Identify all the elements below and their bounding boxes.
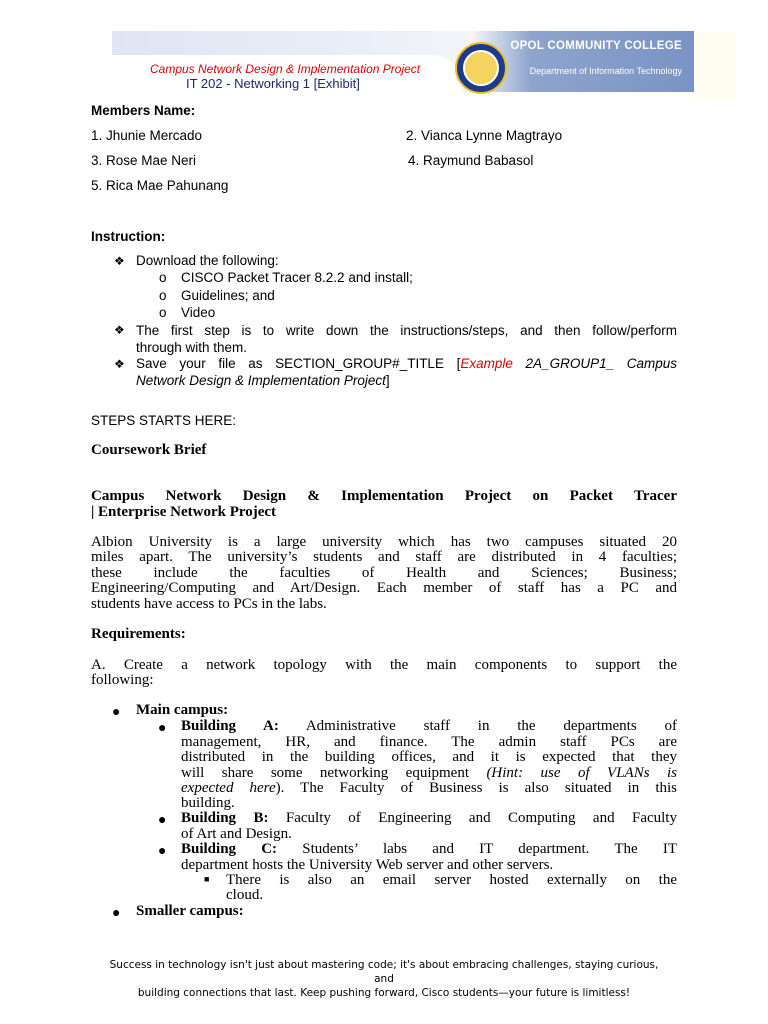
footer-quote xyxy=(100,958,668,1000)
diamond-bullet-icon: ❖ xyxy=(114,357,125,371)
header-project-title: Campus Network Design & Implementation Project xyxy=(150,62,421,76)
building-a-line: management, HR, and finance. The admin staff PCs are xyxy=(181,734,677,750)
paragraph-line: Albion University is a large university which has two campuses situated 20 xyxy=(91,534,677,550)
requirement-a: A. Create a network topology with the main components to support the xyxy=(91,657,677,673)
header-corner-block xyxy=(694,33,736,99)
example-label: Example xyxy=(460,356,513,371)
building-a-line: building. xyxy=(181,795,235,811)
email-server-note: There is also an email server hosted externally on the xyxy=(226,872,677,888)
save-file-prefix: Save your file as SECTION_GROUP#_TITLE [ xyxy=(136,356,461,371)
sub-bullet-icon: o xyxy=(159,288,167,303)
member-item: 2. Vianca Lynne Magtrayo xyxy=(406,128,563,143)
building-a-desc: Administrative staff in the departments of xyxy=(278,718,677,734)
member-item: 1. Jhunie Mercado xyxy=(91,128,203,143)
vlan-hint: (Hint: use of VLANs is xyxy=(486,765,677,781)
instruction-subitem: Video xyxy=(181,305,216,320)
building-c-label: Building C: xyxy=(181,841,278,857)
instruction-item-continued: through with them. xyxy=(136,340,248,355)
building-b-text xyxy=(181,810,677,827)
members-title: Members Name: xyxy=(91,103,196,118)
sub-bullet-icon: o xyxy=(159,270,167,285)
member-item: 5. Rica Mae Pahunang xyxy=(91,178,229,193)
example-filename: 2A_GROUP1_ Campus xyxy=(512,356,678,371)
square-bullet-icon: ■ xyxy=(204,874,210,884)
paragraph-line: Engineering/Computing and Art/Design. Each member of staff has a PC and xyxy=(91,580,677,596)
bullet-icon: ● xyxy=(112,904,121,920)
closing-bracket: ] xyxy=(385,373,390,388)
instruction-title: Instruction: xyxy=(91,229,166,244)
paragraph-line: miles apart. The university’s students and staff are distributed in 4 faculties; xyxy=(91,549,677,565)
email-server-note-continued: cloud. xyxy=(226,887,264,903)
footer-line: Success in technology isn't just about mastering code; it's about embracing challenges, staying curious, and xyxy=(109,959,659,985)
requirements-title: Requirements: xyxy=(91,626,186,642)
member-item: 4. Raymund Babasol xyxy=(408,153,534,168)
instruction-item: The first step is to write down the instructions/steps, and then follow/perform xyxy=(136,323,677,338)
project-title: Campus Network Design & Implementation Project on Packet Tracer xyxy=(91,488,677,504)
bullet-icon: ● xyxy=(158,811,167,827)
school-name: OPOL COMMUNITY COLLEGE xyxy=(510,40,682,52)
instruction-item: Download the following: xyxy=(136,253,279,268)
smaller-campus-label: Smaller campus: xyxy=(136,903,244,919)
instruction-item xyxy=(136,356,677,371)
building-a-label: Building A: xyxy=(181,718,279,734)
building-c-desc: Students’ labs and IT department. The IT xyxy=(277,841,677,857)
building-a-text xyxy=(181,718,677,735)
steps-label: STEPS STARTS HERE: xyxy=(91,413,237,428)
instruction-subitem: CISCO Packet Tracer 8.2.2 and install; xyxy=(181,270,413,285)
building-c-text xyxy=(181,841,677,858)
building-a-line: distributed in the building offices, and it is expected that they xyxy=(181,749,677,765)
project-title-continued: | Enterprise Network Project xyxy=(91,504,277,520)
building-b-line: of Art and Design. xyxy=(181,826,292,842)
building-a-business: ). The Faculty of Business is also situated in this xyxy=(275,780,677,796)
building-c-line: department hosts the University Web server and other servers. xyxy=(181,857,554,873)
building-a-plain: will share some networking equipment xyxy=(181,765,469,781)
vlan-hint-continued: expected here xyxy=(181,780,276,796)
footer-line: building connections that last. Keep pushing forward, Cisco students—your future is limitless! xyxy=(137,987,631,999)
requirement-a-continued: following: xyxy=(91,672,154,688)
building-b-label: Building B: xyxy=(181,810,269,826)
paragraph-line: these include the faculties of Health and Sciences; Business; xyxy=(91,565,677,581)
instruction-subitem: Guidelines; and xyxy=(181,288,275,303)
main-campus-label: Main campus: xyxy=(136,702,229,718)
college-seal-inner xyxy=(463,50,499,86)
building-a-line xyxy=(181,780,677,797)
sub-bullet-icon: o xyxy=(159,305,167,320)
bullet-icon: ● xyxy=(158,842,167,858)
coursework-title: Coursework Brief xyxy=(91,442,207,458)
bullet-icon: ● xyxy=(158,719,167,735)
diamond-bullet-icon: ❖ xyxy=(114,254,125,268)
bullet-icon: ● xyxy=(112,703,121,719)
instruction-item-continued xyxy=(136,373,390,388)
example-filename-continued: Network Design & Implementation Project xyxy=(136,373,386,388)
diamond-bullet-icon: ❖ xyxy=(114,323,125,337)
building-b-desc: Faculty of Engineering and Computing and Faculty xyxy=(268,810,677,826)
paragraph-line: students have access to PCs in the labs. xyxy=(91,596,327,612)
header-course: IT 202 - Networking 1 [Exhibit] xyxy=(186,76,360,91)
department-name: Department of Information Technology xyxy=(529,66,682,76)
member-item: 3. Rose Mae Neri xyxy=(91,153,197,168)
